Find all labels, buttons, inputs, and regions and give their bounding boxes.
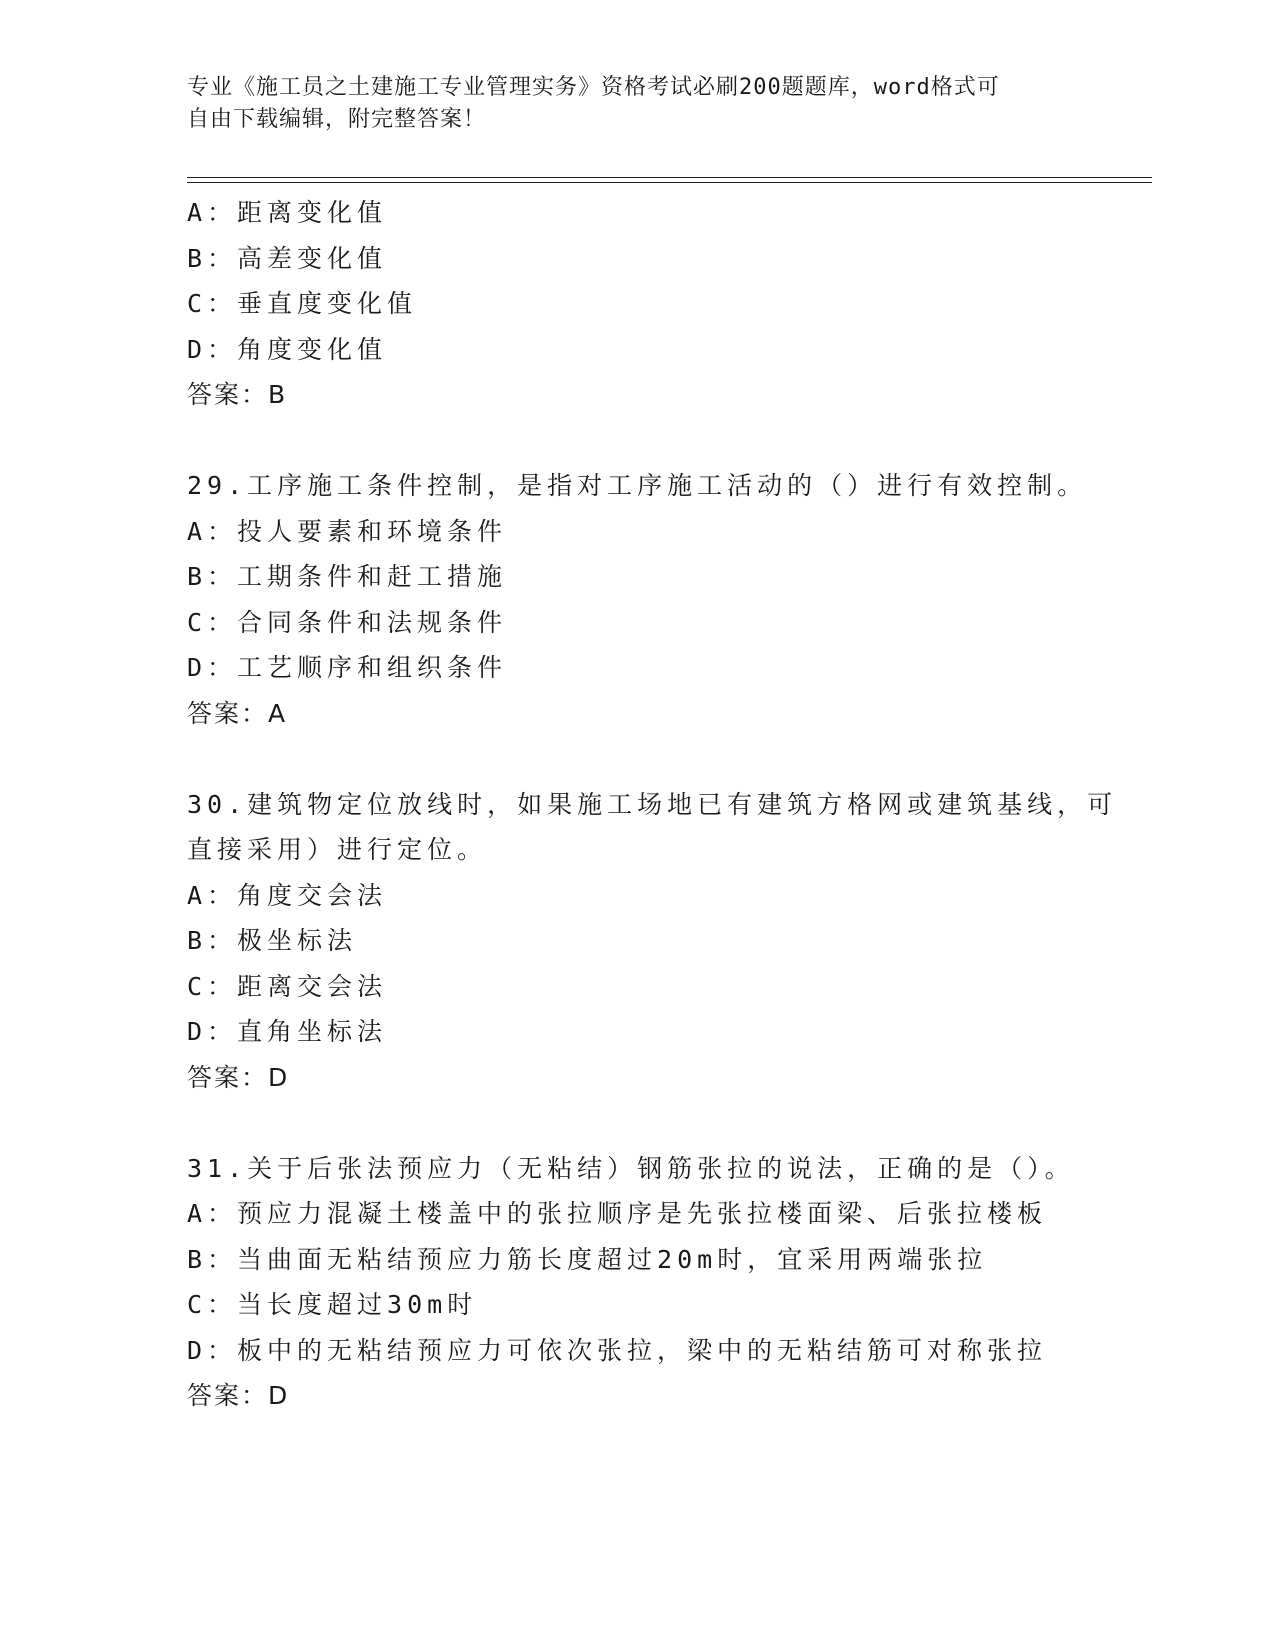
option-c: C：距离交会法	[187, 971, 388, 1001]
question-text-line-2: 直接采用）进行定位。	[187, 835, 488, 864]
option-d: D：工艺顺序和组织条件	[187, 653, 508, 682]
option-a: A：距离变化值	[187, 198, 388, 227]
answer: 答案：D	[187, 1381, 290, 1410]
spacer	[187, 1100, 1087, 1146]
spacer	[187, 736, 1087, 782]
question-31	[187, 1146, 1087, 1419]
question-30	[187, 782, 1118, 1101]
question-text-line-1: 30.建筑物定位放线时，如果施工场地已有建筑方格网或建筑基线，可	[187, 789, 1118, 819]
option-d: D：直角坐标法	[187, 1017, 388, 1046]
option-b: B：工期条件和赶工措施	[187, 562, 508, 591]
option-d: D：角度变化值	[187, 334, 388, 364]
answer: 答案：A	[187, 698, 288, 728]
option-b: B：极坐标法	[187, 926, 358, 955]
option-c: C：当长度超过30m时	[187, 1290, 478, 1319]
question-text: 31.关于后张法预应力（无粘结）钢筋张拉的说法，正确的是（）。	[187, 1153, 1075, 1183]
option-b: B：当曲面无粘结预应力筋长度超过20m时，宜采用两端张拉	[187, 1244, 988, 1274]
spacer	[187, 418, 1087, 464]
header-line-1: 专业《施工员之土建施工专业管理实务》资格考试必刷200题题库，word格式可	[187, 75, 1000, 100]
answer: 答案：D	[187, 1062, 290, 1092]
option-c: C：垂直度变化值	[187, 289, 418, 318]
option-c: C：合同条件和法规条件	[187, 607, 508, 637]
option-b: B：高差变化值	[187, 243, 388, 273]
question-text: 29.工序施工条件控制，是指对工序施工活动的（）进行有效控制。	[187, 471, 1088, 500]
option-a: A：预应力混凝土楼盖中的张拉顺序是先张拉楼面梁、后张拉楼板	[187, 1199, 1048, 1228]
question-28	[187, 190, 1087, 418]
question-29	[187, 463, 1087, 736]
document-header	[187, 72, 1067, 136]
option-d: D：板中的无粘结预应力可依次张拉，梁中的无粘结筋可对称张拉	[187, 1335, 1048, 1365]
option-a: A：角度交会法	[187, 880, 388, 910]
option-a: A：投人要素和环境条件	[187, 516, 508, 546]
question-list	[187, 190, 1118, 1419]
header-divider-top	[187, 177, 1152, 178]
answer: 答案：B	[187, 380, 288, 409]
header-line-2: 自由下载编辑，附完整答案！	[187, 107, 487, 132]
header-divider-bottom	[187, 182, 1152, 183]
